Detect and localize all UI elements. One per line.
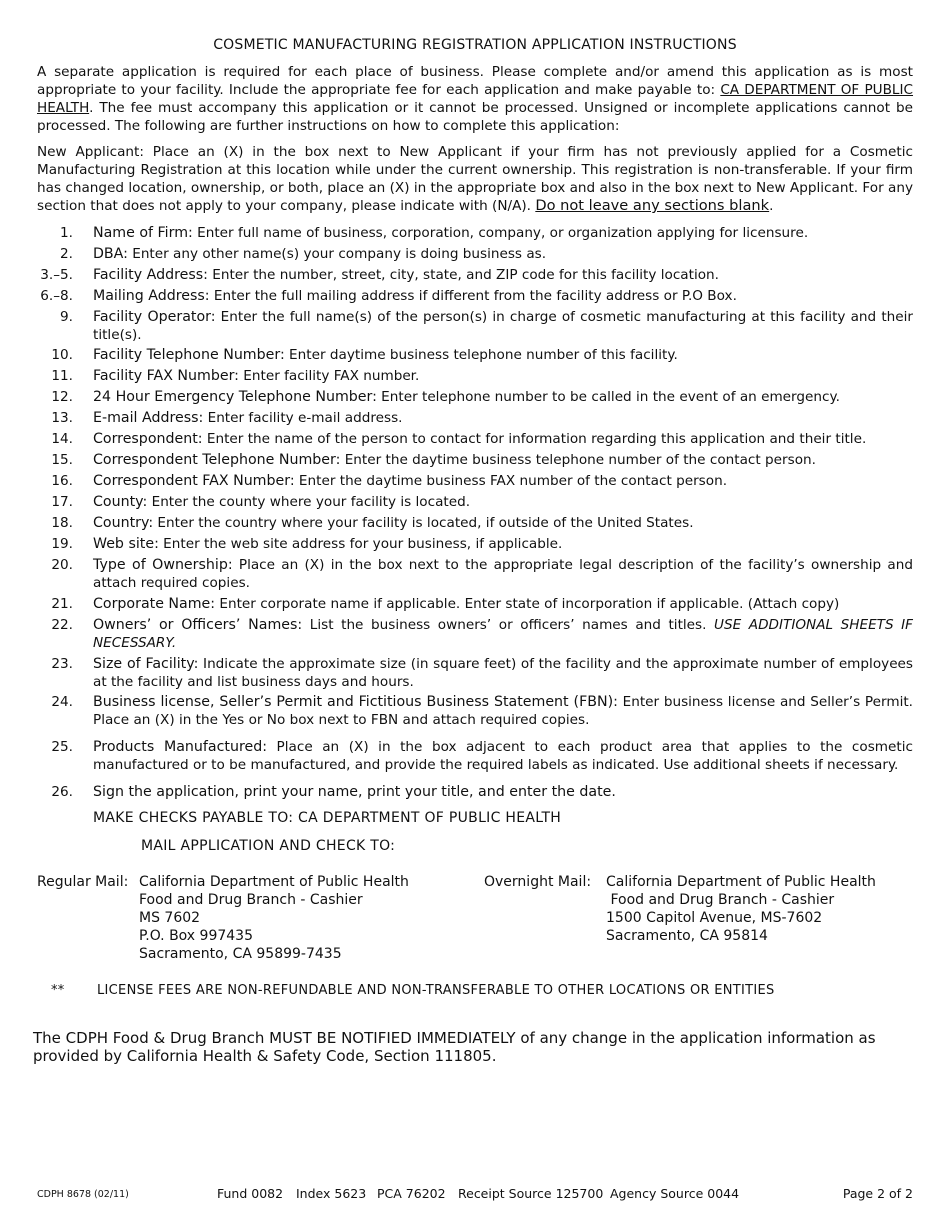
payee-name: CA DEPARTMENT OF PUBLIC HEALTH (37, 82, 914, 116)
item-number: 20. (51, 557, 73, 573)
address-line: MS 7602 (139, 910, 201, 926)
item-number: 6.–8. (40, 288, 73, 304)
item-text: Enter the web site address for your business, if applicable. (158, 536, 563, 552)
intro-paragraph (37, 63, 913, 135)
address-line: California Department of Public Health (606, 874, 876, 890)
item-label: Products Manufactured: (93, 739, 267, 755)
new-applicant-end: . (769, 198, 774, 214)
item-text: Enter the full mailing address if different from the facility address or P.O Box. (209, 288, 737, 304)
item-text: Enter business license and Seller’s Permit. Place an (X) in the Yes or No box next to FBN and attach required copies. (93, 694, 913, 728)
item-text: List the business owners’ or officers’ names and titles. (302, 617, 715, 633)
item-number: 16. (51, 473, 73, 489)
item-label: Correspondent FAX Number: (93, 473, 295, 489)
item-text: Enter facility FAX number. (238, 368, 420, 384)
item-number: 9. (60, 309, 73, 325)
item-text: Enter the country where your facility is located, if outside of the United States. (153, 515, 694, 531)
receipt-source: Receipt Source 125700 (458, 1186, 604, 1201)
item-text: Enter the number, street, city, state, and ZIP code for this facility location. (207, 267, 719, 283)
item-label: Web site: (93, 536, 159, 552)
item-label: Facility Telephone Number: (93, 347, 285, 363)
item-number: 10. (51, 347, 73, 363)
blank-sections-warning: Do not leave any sections blank (535, 197, 770, 214)
item-number: 18. (51, 515, 73, 531)
item-number: 2. (60, 246, 73, 262)
item-label: DBA: (93, 246, 128, 262)
item-number: 17. (51, 494, 73, 510)
regular-mail-label: Regular Mail: (37, 874, 129, 890)
address-line: Food and Drug Branch - Cashier (606, 892, 835, 908)
intro-text: A separate application is required for each place of business. Please complete and/or amend this application as is most appropriate to your facility. Include the appropriate fee for each application and make payable to: (37, 64, 913, 98)
overnight-mail-label: Overnight Mail: (484, 874, 592, 890)
fees-note-mark: ** (51, 983, 65, 998)
agency-source: Agency Source 0044 (610, 1186, 740, 1201)
item-label: Type of Ownership: (93, 557, 233, 573)
intro-text-2: . The fee must accompany this application or it cannot be processed. Unsigned or incomplete applications cannot be processed. The following are further instructions on how to complete this application: (37, 100, 913, 134)
item-text: Enter the daytime business FAX number of the contact person. (294, 473, 728, 489)
item-label: Name of Firm: (93, 225, 193, 241)
item-text: Enter the full name(s) of the person(s) in charge of cosmetic manufacturing at this facility and their title(s). (93, 309, 913, 343)
page-number: Page 2 of 2 (842, 1186, 913, 1201)
item-label: Business license, Seller’s Permit and Fictitious Business Statement (FBN): (93, 694, 618, 710)
checks-payable-note: MAKE CHECKS PAYABLE TO: CA DEPARTMENT OF PUBLIC HEALTH (93, 810, 562, 826)
pca-code: PCA 76202 (377, 1186, 446, 1201)
item-label: 24 Hour Emergency Telephone Number: (93, 389, 377, 405)
item-label: Mailing Address: (93, 288, 210, 304)
new-applicant-paragraph (37, 143, 913, 215)
item-text: Enter full name of business, corporation, company, or organization applying for licensure. (192, 225, 809, 241)
item-text: Enter the name of the person to contact for information regarding this application and their title. (202, 431, 867, 447)
address-line: Sacramento, CA 95899-7435 (139, 946, 342, 962)
item-number: 25. (51, 739, 73, 755)
item-label: E-mail Address: (93, 410, 204, 426)
item-text: Indicate the approximate size (in square feet) of the facility and the approximate number of employees at the facility and list business days and hours. (93, 656, 914, 690)
item-number: 15. (51, 452, 73, 468)
fund-code: Fund 0082 (217, 1186, 284, 1201)
item-number: 22. (51, 617, 73, 633)
item-number: 21. (51, 596, 73, 612)
item-number: 24. (51, 694, 73, 710)
item-label: County: (93, 494, 148, 510)
item-label: Size of Facility: (93, 656, 199, 672)
item-label: Facility Address: (93, 267, 208, 283)
form-id: CDPH 8678 (02/11) (37, 1189, 129, 1200)
item-text: Enter the county where your facility is located. (147, 494, 471, 510)
item-text: Enter any other name(s) your company is doing business as. (127, 246, 547, 262)
page-title: COSMETIC MANUFACTURING REGISTRATION APPLICATION INSTRUCTIONS (213, 37, 737, 53)
item-number: 1. (60, 225, 73, 241)
new-applicant-text: New Applicant: Place an (X) in the box next to New Applicant if your firm has not previously applied for a Cosmetic Manufacturing Registration at this location while under the current ownership. This registration is non-transferable. If your firm has changed location, ownership, or both, place an (X) in the appropriate box and also in the box next to New Applicant. For any section that does not apply to your company, please indicate with (N/A). (37, 144, 913, 214)
mail-heading: MAIL APPLICATION AND CHECK TO: (141, 838, 396, 854)
item-label: Correspondent: (93, 431, 203, 447)
item-number: 11. (51, 368, 73, 384)
overnight-mail-address (606, 873, 876, 945)
address-line: Food and Drug Branch - Cashier (139, 892, 363, 908)
item-number: 3.–5. (40, 267, 73, 283)
item-label: Corporate Name: (93, 596, 216, 612)
item-number: 19. (51, 536, 73, 552)
item-number: 23. (51, 656, 73, 672)
item-text: Enter the daytime business telephone number of the contact person. (340, 452, 816, 468)
item-label: Facility Operator: (93, 309, 216, 325)
item-text: Enter corporate name if applicable. Enter state of incorporation if applicable. (Attach copy) (215, 596, 840, 612)
item-label: Owners’ or Officers’ Names: (93, 617, 303, 633)
index-code: Index 5623 (296, 1186, 367, 1201)
item-text: Enter daytime business telephone number of this facility. (284, 347, 678, 363)
item-label: Correspondent Telephone Number: (93, 452, 341, 468)
address-line: 1500 Capitol Avenue, MS-7602 (606, 910, 823, 926)
item-number: 13. (51, 410, 73, 426)
item-text: Enter facility e-mail address. (203, 410, 403, 426)
item-number: 14. (51, 431, 73, 447)
item-text: Sign the application, print your name, print your title, and enter the date. (93, 784, 616, 800)
address-line: Sacramento, CA 95814 (606, 928, 768, 944)
change-notification: The CDPH Food & Drug Branch MUST BE NOTIFIED IMMEDIATELY of any change in the application information as provided by California Health & Safety Code, Section 111805. (33, 1029, 876, 1065)
item-italic-note: USE ADDITIONAL SHEETS IF NECESSARY. (93, 617, 913, 651)
item-label: Facility FAX Number: (93, 368, 239, 384)
address-line: California Department of Public Health (139, 874, 409, 890)
item-number: 26. (51, 784, 73, 800)
address-line: P.O. Box 997435 (139, 928, 253, 944)
item-text: Place an (X) in the box next to the appropriate legal description of the facility’s ownership and attach required copies. (93, 557, 913, 591)
item-label: Country: (93, 515, 154, 531)
item-number: 12. (51, 389, 73, 405)
item-text: Enter telephone number to be called in the event of an emergency. (376, 389, 840, 405)
item-text: Place an (X) in the box adjacent to each product area that applies to the cosmetic manufactured or to be manufactured, and provide the required labels as indicated. Use additional sheets if necessary. (93, 739, 913, 773)
regular-mail-address (139, 873, 409, 963)
fees-note: LICENSE FEES ARE NON-REFUNDABLE AND NON-TRANSFERABLE TO OTHER LOCATIONS OR ENTITIES (97, 983, 775, 998)
